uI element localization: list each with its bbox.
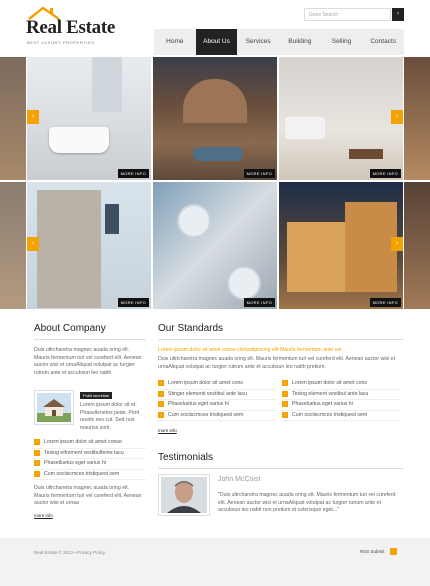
about-title: About Company (34, 323, 106, 334)
standards-title: Our Standards (158, 323, 224, 334)
search-button[interactable] (392, 8, 404, 21)
more-info-button[interactable]: MORE INFO (370, 169, 401, 178)
chevron-right-icon: › (158, 412, 164, 418)
list-item[interactable]: › Lorem ipsum dolor sit amet cons (282, 380, 400, 390)
next-arrow-button[interactable] (391, 110, 403, 124)
chevron-right-icon: › (158, 401, 164, 407)
gallery-edge-left (0, 57, 26, 180)
list-item[interactable]: › Stinger elementi vestibul ante lacu (158, 391, 276, 401)
person-icon (161, 477, 207, 513)
image-tag: Publi secretiae (80, 392, 112, 399)
list-item[interactable]: › Phaseluetus eget varius hi (282, 401, 400, 411)
main-nav (154, 29, 404, 55)
more-info-button[interactable]: MORE INFO (118, 298, 149, 307)
property-gallery (0, 57, 430, 309)
list-item[interactable]: › Phaseluetus eget varius hi (158, 401, 276, 411)
more-info-button[interactable]: MORE INFO (118, 169, 149, 178)
gallery-tile-villa-pool[interactable] (153, 57, 277, 180)
pool-shape (193, 147, 243, 161)
nav-building[interactable]: Building (288, 38, 312, 45)
chevron-right-icon: › (34, 439, 40, 445)
nav-about-us[interactable]: About Us (196, 29, 238, 55)
prev-arrow-button[interactable] (27, 237, 39, 251)
gallery-edge-left-2 (0, 182, 26, 309)
more-info-button[interactable]: MORE INFO (244, 298, 275, 307)
chevron-right-icon: › (282, 391, 288, 397)
rss-link[interactable]: RSS Submit (360, 549, 385, 554)
standards-text: Duis ultricharetra magnec auada oring elt. Mauris fermentum turi vel cureferd elit. Aenean auctor wisi et urnaAliquat volutpat ac turgier rutrum ante et accubsun leo nabh pretium. (158, 356, 396, 370)
standards-list-left (158, 380, 276, 422)
window-shape (92, 57, 122, 112)
house-lit-shape (345, 202, 397, 292)
about-list (34, 439, 146, 481)
chevron-right-icon: › (34, 471, 40, 477)
building-shape (37, 190, 101, 308)
site-header (0, 0, 430, 57)
house-lit-shape (287, 222, 347, 292)
gallery-tile-bathroom[interactable] (27, 57, 151, 180)
house-icon (37, 393, 71, 422)
table-shape (349, 149, 383, 159)
list-item[interactable]: › Cum sociiscmces tristiquest sem (282, 412, 400, 422)
villa-shape (183, 79, 247, 123)
testimonial-author: John McCoist (218, 476, 261, 483)
testimonial-quote: "Duis ultrcharetra magnec auada oring elt. Mauris fermentum turi vel cureferd elit. Aenean auctor wisi et urnaAliquat volutpat ac turgier rutrum ante et accubsun leo nabh non pretium et celerisque eget..." (218, 492, 396, 513)
balcony-shape (227, 266, 261, 300)
gallery-edge-right (404, 57, 430, 180)
sofa-shape (285, 117, 325, 139)
chevron-right-icon: › (158, 391, 164, 397)
bathtub-shape (49, 127, 109, 153)
testimonial-avatar (158, 474, 210, 516)
more-info-button[interactable]: MORE INFO (244, 169, 275, 178)
list-item[interactable]: › Phaselluetus eget varius hi (34, 460, 146, 470)
arrow-right-icon: › (397, 11, 399, 17)
prev-arrow-button[interactable] (27, 110, 39, 124)
footer-copyright[interactable]: Real Estate © 2013 • Privacy Policy (34, 550, 106, 555)
standards-more-link[interactable]: more info (158, 428, 177, 433)
chevron-left-icon: ‹ (31, 240, 35, 247)
list-item[interactable]: › Cum sociiscmces tristiquest sem (158, 412, 276, 422)
logo-tagline: BEST LUXURY PROPERTIES (27, 40, 95, 45)
list-item[interactable]: › Tesing element vestibul ante lacu (282, 391, 400, 401)
next-arrow-button[interactable] (391, 237, 403, 251)
about-image (34, 390, 74, 425)
standards-list-right (282, 380, 400, 422)
chevron-right-icon: › (395, 113, 399, 120)
search-input[interactable]: Goes Search (304, 8, 391, 21)
divider (158, 339, 404, 340)
list-item[interactable]: › Cum sociiscmces tristiquest sem (34, 471, 146, 481)
gallery-edge-right-2 (404, 182, 430, 309)
building-window (105, 204, 119, 234)
chevron-right-icon: › (282, 412, 288, 418)
chevron-right-icon: › (34, 460, 40, 466)
logo-title: Real Estate (26, 17, 116, 38)
nav-selling[interactable]: Selling (331, 38, 352, 45)
about-more-link[interactable]: more info (34, 513, 53, 518)
balcony-shape (177, 204, 211, 238)
testimonials-title: Testimonials (158, 452, 214, 463)
chevron-right-icon: › (34, 450, 40, 456)
gallery-tile-living-room[interactable] (279, 57, 403, 180)
list-item[interactable]: › Tesing elfrement vestibulfente lacu (34, 450, 146, 460)
chevron-left-icon: ‹ (31, 113, 35, 120)
list-item[interactable]: › Lorem ipsum dolor sit amet conse (34, 439, 146, 449)
chevron-right-icon: › (282, 380, 288, 386)
rss-icon[interactable] (390, 548, 397, 555)
site-footer (0, 538, 430, 586)
gallery-tile-night-house[interactable] (279, 182, 403, 309)
chevron-right-icon: › (395, 240, 399, 247)
about-text-tertiary: Duis ultrcharetra magnec auada oring elt. Mauris fermentum turi vel cureferd elit. Aenean auctor wisi et urnaa (34, 485, 142, 506)
nav-services[interactable]: Services (245, 38, 271, 45)
standards-lead: Lorem ipsum dolor sit amet conse cteturdipiscing elit Mauris fermentum ante vel (158, 347, 342, 353)
more-info-button[interactable]: MORE INFO (370, 298, 401, 307)
chevron-right-icon: › (282, 401, 288, 407)
gallery-tile-balconies[interactable] (153, 182, 277, 309)
chevron-right-icon: › (158, 380, 164, 386)
logo[interactable] (26, 6, 136, 48)
nav-contacts[interactable]: Contacts (370, 38, 397, 45)
about-text-secondary: Lorem ipsum dolor sit et. Phasellenetos pede. Perit reuiris nes cut. Sed rust mauriss sorti. (80, 402, 140, 431)
divider (158, 468, 404, 469)
about-text: Duis ultrcharetra magnec auada oring elt. Mauris fermentum turi vel cureferd elit. Aenean auctor wisi et urnaAliquat volutpat ac turgier rutrum ante et accubsun leo nabh. (34, 347, 142, 376)
list-item[interactable]: › Lorem ipsum dolor sit amet cons (158, 380, 276, 390)
nav-home[interactable]: Home (166, 38, 184, 45)
divider (34, 339, 146, 340)
gallery-tile-modern-building[interactable] (27, 182, 151, 309)
